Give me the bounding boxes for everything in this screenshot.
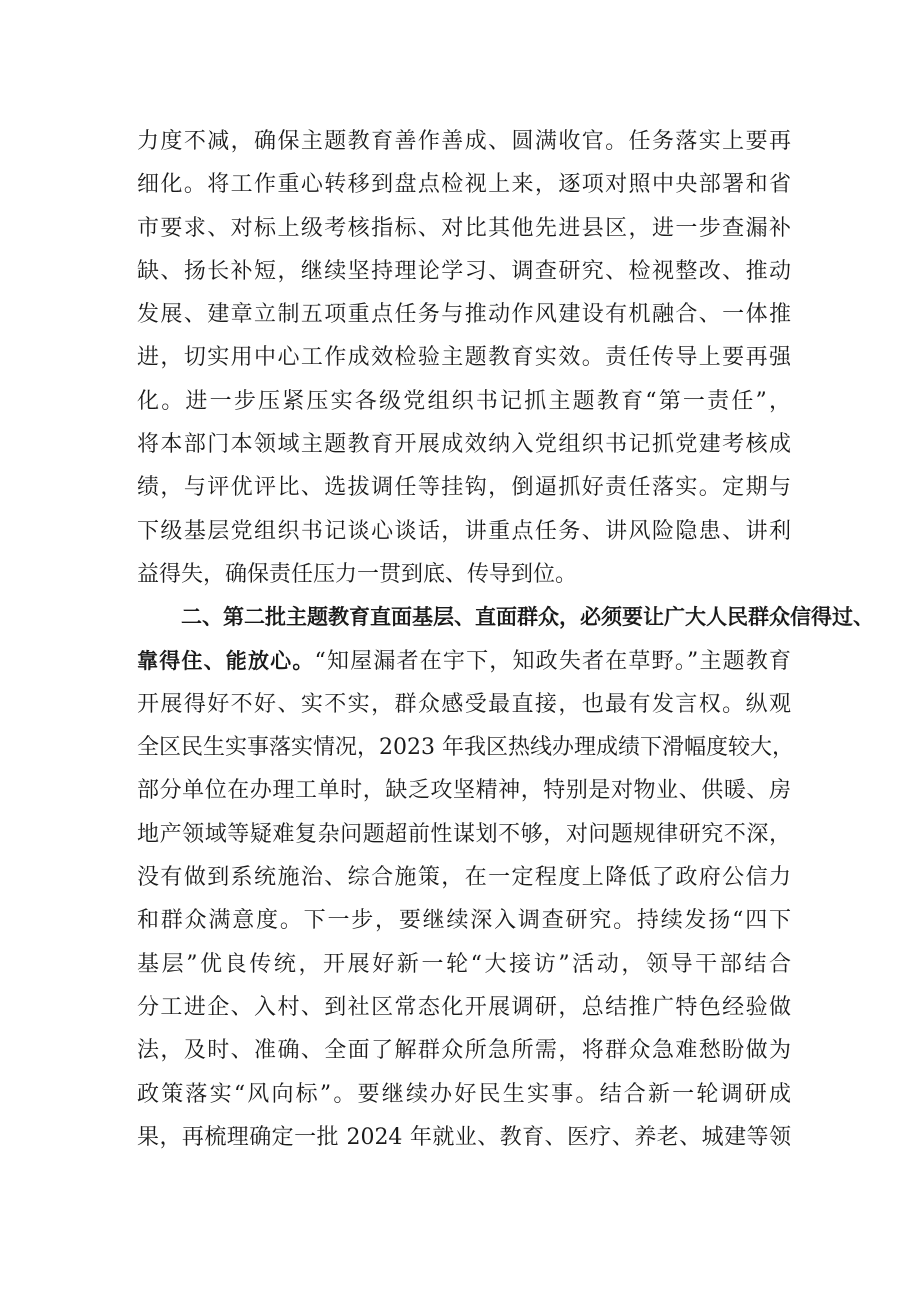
- text-line: 和群众满意度。下一步，要继续深入调查研究。持续发扬“四下: [137, 908, 791, 934]
- text-line: 缺、扬长补短，继续坚持理论学习、调查研究、检视整改、推动: [137, 258, 791, 284]
- text-line: 细化。将工作重心转移到盘点检视上来，逐项对照中央部署和省: [137, 172, 791, 198]
- document-page: [137, 120, 874, 1159]
- text-line: 全区民生实事落实情况，2023 年我区热线办理成绩下滑幅度较大，: [137, 735, 794, 761]
- paragraph-2: [137, 596, 874, 1159]
- quote-text: “知屋漏者在宇下，知政失者在草野。”主题教育: [314, 648, 792, 674]
- text-line: 没有做到系统施治、综合施策，在一定程度上降低了政府公信力: [137, 865, 791, 891]
- text-line: 将本部门本领域主题教育开展成效纳入党组织书记抓党建考核成: [137, 432, 791, 458]
- text-line: 化。进一步压紧压实各级党组织书记抓主题教育“第一责任”，: [137, 388, 791, 414]
- section-heading-continued: 靠得住、能放心。: [137, 648, 315, 673]
- text-line: 政策落实“风向标”。要继续办好民生实事。结合新一轮调研成: [137, 1081, 791, 1107]
- text-line: 力度不减，确保主题教育善作善成、圆满收官。任务落实上要再: [137, 129, 791, 154]
- text-line: 基层”优良传统，开展好新一轮“大接访”活动，领导干部结合: [137, 951, 791, 977]
- text-line: 部分单位在办理工单时，缺乏攻坚精神，特别是对物业、供暖、房: [137, 778, 791, 804]
- text-line: 发展、建章立制五项重点任务与推动作风建设有机融合、一体推: [137, 302, 791, 328]
- paragraph-1: [137, 120, 791, 596]
- text-line: 地产领域等疑难复杂问题超前性谋划不够，对问题规律研究不深，: [137, 821, 791, 847]
- text-line: 市要求、对标上级考核指标、对比其他先进县区，进一步查漏补: [137, 215, 791, 241]
- text-line: 果，再梳理确定一批 2024 年就业、教育、医疗、养老、城建等领: [137, 1124, 791, 1150]
- text-line: 进，切实用中心工作成效检验主题教育实效。责任传导上要再强: [137, 345, 791, 371]
- text-line: 法，及时、准确、全面了解群众所急所需，将群众急难愁盼做为: [137, 1038, 791, 1064]
- text-line: [137, 640, 791, 683]
- text-line: 开展得好不好、实不实，群众感受最直接，也最有发言权。纵观: [137, 691, 791, 717]
- text-line: 益得失，确保责任压力一贯到底、传导到位。: [137, 561, 578, 587]
- text-line: 下级基层党组织书记谈心谈话，讲重点任务、讲风险隐患、讲利: [137, 518, 791, 544]
- text-line: 分工进企、入村、到社区常态化开展调研，总结推广特色经验做: [137, 994, 791, 1020]
- section-heading: 二、第二批主题教育直面基层、直面群众，必须要让广大人民群众信得过、: [181, 605, 874, 630]
- text-line: 绩，与评优评比、选拔调任等挂钩，倒逼抓好责任落实。定期与: [137, 475, 791, 501]
